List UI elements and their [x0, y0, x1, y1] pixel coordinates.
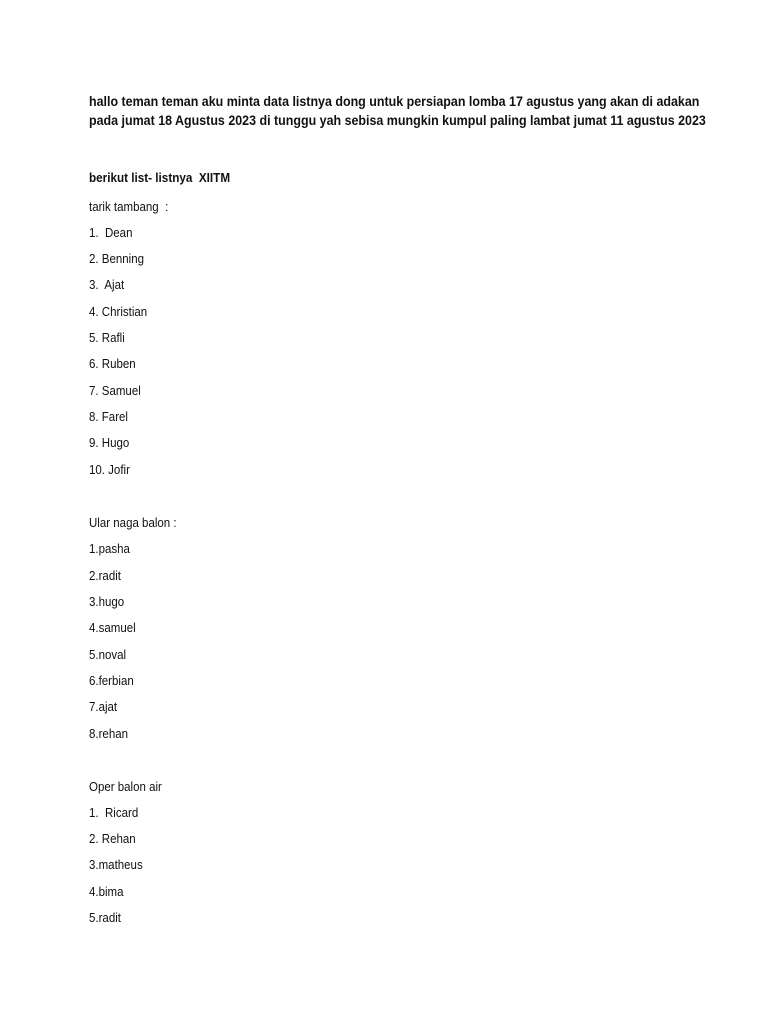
list-item: 1. Dean: [89, 226, 133, 240]
list-item: 1.pasha: [89, 542, 130, 556]
section-title-ular-naga-balon: Ular naga balon :: [89, 516, 177, 530]
list-item: 3.matheus: [89, 858, 143, 872]
list-item: 7.ajat: [89, 700, 118, 714]
intro-line: hallo teman teman aku minta data listnya dong untuk persiapan lomba 17 agustus yang akan di adakan: [89, 94, 700, 109]
list-item: 1. Ricard: [89, 806, 139, 820]
list-item: 6. Ruben: [89, 357, 136, 371]
list-item: 7. Samuel: [89, 384, 141, 398]
list-item: 5. Rafli: [89, 331, 125, 345]
list-item: 5.noval: [89, 648, 127, 662]
list-item: 8.rehan: [89, 727, 129, 741]
list-item: 2.radit: [89, 569, 121, 583]
list-item: 4.bima: [89, 885, 124, 899]
list-item: 9. Hugo: [89, 436, 130, 450]
list-item: 6.ferbian: [89, 674, 134, 688]
list-item: 10. Jofir: [89, 463, 130, 477]
intro-paragraph: [89, 92, 706, 130]
list-item: 2. Benning: [89, 252, 144, 266]
list-heading: berikut list- listnya XIITM: [89, 170, 231, 185]
section-title-oper-balon-air: Oper balon air: [89, 780, 162, 794]
list-item: 2. Rehan: [89, 832, 136, 846]
list-item: 3. Ajat: [89, 278, 125, 292]
intro-line: pada jumat 18 Agustus 2023 di tunggu yah sebisa mungkin kumpul paling lambat jumat 11 agustus 2023: [89, 113, 706, 128]
list-item: 3.hugo: [89, 595, 125, 609]
list-item: 8. Farel: [89, 410, 128, 424]
list-item: 4.samuel: [89, 621, 136, 635]
section-title-tarik-tambang: tarik tambang :: [89, 200, 169, 214]
list-item: 4. Christian: [89, 305, 148, 319]
list-item: 5.radit: [89, 911, 121, 925]
